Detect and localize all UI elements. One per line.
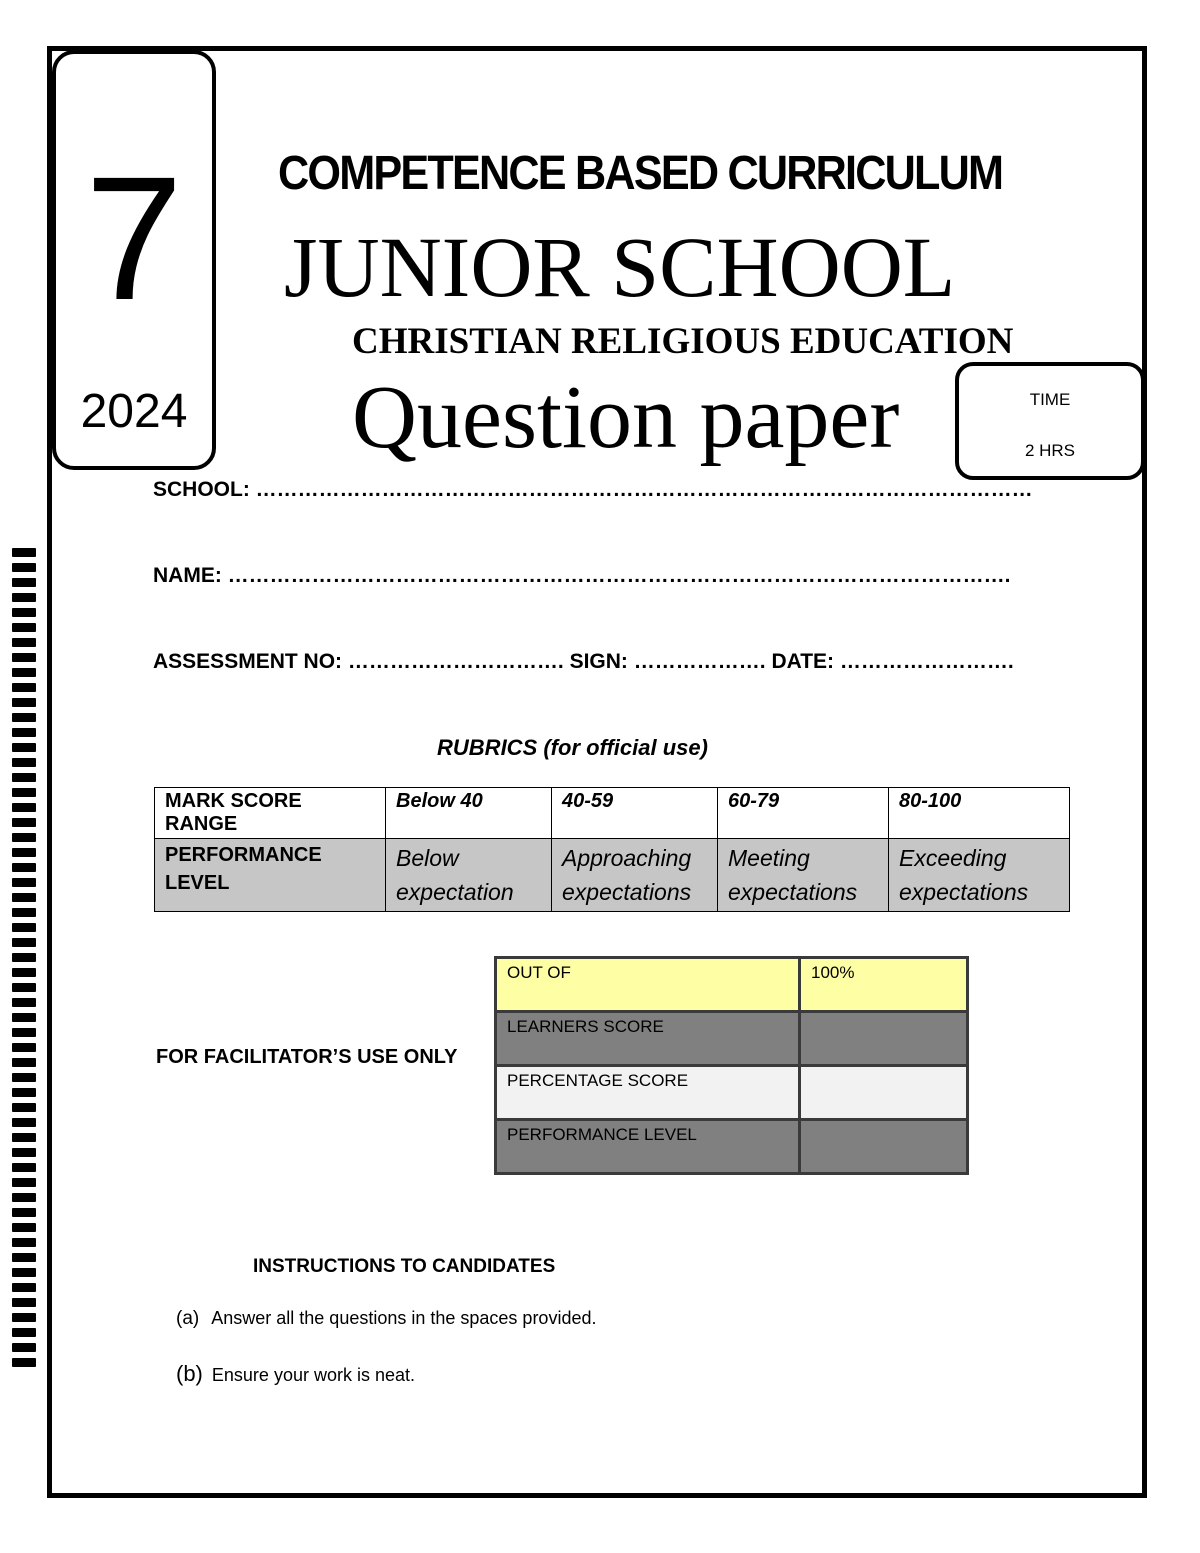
date-dots[interactable]: ……………………. [839, 650, 1014, 673]
score-label: LEARNERS SCORE [496, 1012, 800, 1066]
table-row [155, 839, 1070, 912]
subject-title: CHRISTIAN RELIGIOUS EDUCATION [352, 321, 1014, 362]
table-row [155, 788, 1070, 839]
score-label: OUT OF [496, 958, 800, 1012]
name-label: NAME: [153, 564, 222, 587]
spiral-coil [12, 1343, 36, 1352]
assessment-row [153, 650, 1014, 674]
rubrics-table [154, 787, 1070, 912]
spiral-coil [12, 998, 36, 1007]
spiral-coil [12, 968, 36, 977]
spiral-coil [12, 1133, 36, 1142]
table-cell: 60-79 [718, 788, 889, 839]
grade-box [52, 50, 216, 470]
facilitator-label: FOR FACILITATOR’S USE ONLY [156, 1046, 458, 1068]
spiral-binding [12, 548, 40, 1373]
spiral-coil [12, 1193, 36, 1202]
school-dots: ………………………………………………………………………………………………… [255, 478, 1033, 501]
spiral-coil [12, 623, 36, 632]
assessment-label: ASSESSMENT NO: [153, 650, 343, 673]
paper-title: Question paper [352, 368, 900, 467]
spiral-coil [12, 983, 36, 992]
spiral-coil [12, 548, 36, 557]
table-row [496, 1066, 968, 1120]
spiral-coil [12, 773, 36, 782]
spiral-coil [12, 1268, 36, 1277]
spiral-coil [12, 1238, 36, 1247]
spiral-coil [12, 908, 36, 917]
spiral-coil [12, 1118, 36, 1127]
spiral-coil [12, 593, 36, 602]
spiral-coil [12, 833, 36, 842]
spiral-coil [12, 938, 36, 947]
level-title: JUNIOR SCHOOL [284, 219, 956, 315]
spiral-coil [12, 1073, 36, 1082]
time-value: 2 HRS [1024, 441, 1076, 460]
instruction-marker: (b) [176, 1361, 203, 1386]
assessment-dots[interactable]: …………………………. [347, 650, 564, 673]
spiral-coil [12, 923, 36, 932]
sign-label: SIGN: [569, 650, 628, 673]
score-value[interactable] [800, 1120, 968, 1174]
time-label: TIME [1029, 390, 1071, 409]
spiral-coil [12, 1088, 36, 1097]
spiral-coil [12, 893, 36, 902]
instruction-item [176, 1308, 596, 1330]
table-cell: Exceeding expectations [889, 839, 1070, 912]
spiral-coil [12, 788, 36, 797]
spiral-coil [12, 698, 36, 707]
spiral-coil [12, 1208, 36, 1217]
rubrics-title: RUBRICS (for official use) [437, 735, 708, 760]
score-value[interactable] [800, 1066, 968, 1120]
sign-dots[interactable]: ………………. [633, 650, 766, 673]
table-row [496, 1012, 968, 1066]
spiral-coil [12, 1163, 36, 1172]
spiral-coil [12, 1028, 36, 1037]
spiral-coil [12, 1043, 36, 1052]
spiral-coil [12, 578, 36, 587]
spiral-coil [12, 1283, 36, 1292]
spiral-coil [12, 668, 36, 677]
table-cell: MARK SCORE RANGE [155, 788, 386, 839]
date-label: DATE: [771, 650, 835, 673]
spiral-coil [12, 878, 36, 887]
spiral-coil [12, 1178, 36, 1187]
instructions-title: INSTRUCTIONS TO CANDIDATES [253, 1256, 556, 1277]
table-row [496, 1120, 968, 1174]
spiral-coil [12, 1253, 36, 1262]
spiral-coil [12, 683, 36, 692]
table-cell: Approaching expectations [552, 839, 718, 912]
spiral-coil [12, 848, 36, 857]
table-cell: 80-100 [889, 788, 1070, 839]
school-label: SCHOOL: [153, 478, 250, 501]
spiral-coil [12, 1013, 36, 1022]
instruction-text: Answer all the questions in the spaces provided. [211, 1308, 597, 1328]
spiral-coil [12, 713, 36, 722]
spiral-coil [12, 608, 36, 617]
spiral-coil [12, 1298, 36, 1307]
spiral-coil [12, 1313, 36, 1322]
spiral-coil [12, 803, 36, 812]
spiral-coil [12, 863, 36, 872]
table-row [496, 958, 968, 1012]
spiral-coil [12, 818, 36, 827]
table-cell: PERFORMANCE LEVEL [155, 839, 386, 912]
instruction-item [176, 1361, 415, 1387]
name-field[interactable] [153, 564, 1011, 588]
table-cell: Below expectation [386, 839, 552, 912]
spiral-coil [12, 1148, 36, 1157]
curriculum-title: COMPETENCE BASED CURRICULUM [278, 147, 1003, 200]
instruction-marker: (a) [176, 1308, 200, 1329]
spiral-coil [12, 1103, 36, 1112]
grade-number: 7 [85, 141, 183, 337]
table-cell: Below 40 [386, 788, 552, 839]
score-table [494, 956, 969, 1175]
score-value[interactable]: 100% [800, 958, 968, 1012]
spiral-coil [12, 953, 36, 962]
name-dots: …………………………………………………………………………………………………. [227, 564, 1011, 587]
year: 2024 [80, 385, 188, 438]
score-label: PERFORMANCE LEVEL [496, 1120, 800, 1174]
spiral-coil [12, 1358, 36, 1367]
instruction-text: Ensure your work is neat. [211, 1365, 415, 1385]
score-label: PERCENTAGE SCORE [496, 1066, 800, 1120]
spiral-coil [12, 1328, 36, 1337]
spiral-coil [12, 1223, 36, 1232]
spiral-coil [12, 653, 36, 662]
score-value[interactable] [800, 1012, 968, 1066]
table-cell: 40-59 [552, 788, 718, 839]
school-field[interactable] [153, 478, 1033, 502]
time-box [955, 362, 1145, 480]
spiral-coil [12, 563, 36, 572]
table-cell: Meeting expectations [718, 839, 889, 912]
spiral-coil [12, 638, 36, 647]
spiral-coil [12, 1058, 36, 1067]
